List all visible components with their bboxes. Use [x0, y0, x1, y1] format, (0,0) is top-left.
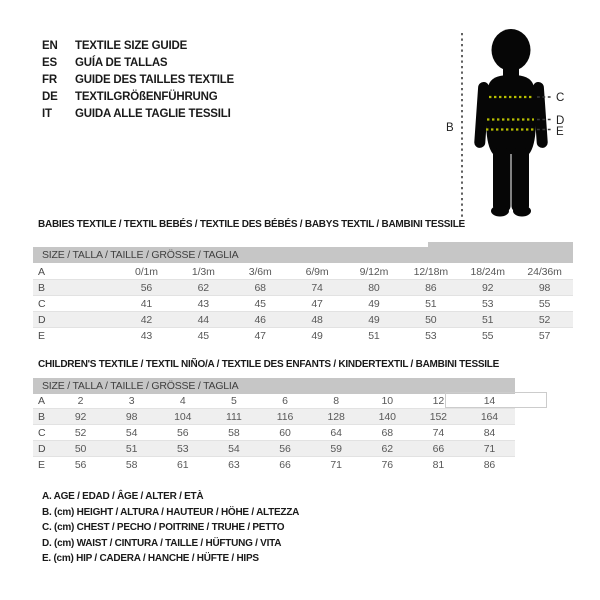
table-row [33, 441, 515, 457]
language-row [42, 89, 234, 106]
row-label: A [38, 265, 45, 278]
table-cell: 24/36m [527, 265, 562, 278]
table-cell: 92 [481, 281, 494, 294]
table-cell: 152 [429, 410, 447, 423]
table-cell: 53 [425, 329, 437, 342]
table-cell: 12/18m [413, 265, 449, 278]
table-row [33, 312, 573, 328]
table-cell: 3/6m [248, 265, 272, 278]
table-cell: 44 [197, 313, 210, 326]
table-row [33, 457, 515, 473]
table-cell: 5 [231, 394, 237, 407]
babies-section-title: BABIES TEXTILE / TEXTIL BEBÉS / TEXTILE DES BÉBÉS / BABYS TEXTIL / BAMBINI TESSILE [38, 219, 465, 230]
table-cell: 68 [254, 281, 266, 294]
table-cell: 55 [481, 329, 494, 342]
table-row [33, 264, 573, 280]
table-cell: 10 [381, 394, 393, 407]
table-cell: 61 [177, 458, 189, 471]
table-cell: 14 [483, 394, 496, 407]
table-cell: 3 [128, 394, 135, 407]
table-cell: 98 [125, 410, 138, 423]
table-cell: 71 [483, 442, 496, 455]
table-cell: 45 [254, 297, 266, 310]
table-cell: 81 [432, 458, 445, 471]
table-cell: 51 [368, 329, 380, 342]
language-code: EN [42, 40, 58, 52]
table-cell: 66 [279, 458, 291, 471]
table-cell: 9/12m [359, 265, 389, 278]
table-cell: 0/1m [134, 265, 158, 278]
child-silhouette [474, 29, 548, 217]
language-code: ES [42, 57, 57, 69]
guide-title: TEXTILGRÖßENFÜHRUNG [75, 91, 218, 103]
table-cell: 45 [197, 329, 210, 342]
language-title-list [42, 38, 234, 123]
language-row [42, 38, 234, 55]
guide-title: GUIDE DES TAILLES TEXTILE [75, 74, 234, 86]
table-cell: 63 [228, 458, 240, 471]
babies-size-header-label: SIZE / TALLA / TAILLE / GRÖSSE / TAGLIA [42, 249, 239, 261]
children-size-table [33, 393, 515, 472]
table-cell: 60 [279, 426, 291, 439]
table-cell: 51 [125, 442, 138, 455]
row-label: B [38, 281, 45, 294]
table-cell: 140 [378, 410, 396, 423]
row-label: D [38, 442, 46, 455]
table-cell: 6/9m [305, 265, 329, 278]
measurement-legend [42, 489, 299, 567]
table-cell: 54 [228, 442, 240, 455]
guide-title: GUIDA ALLE TAGLIE TESSILI [75, 108, 231, 120]
table-cell: 56 [74, 458, 87, 471]
language-row [42, 106, 234, 123]
babies-size-table [33, 264, 573, 343]
table-cell: 18/24m [470, 265, 505, 278]
table-cell: 58 [228, 426, 240, 439]
hip-label: E [556, 126, 564, 138]
legend-chest: C. (cm) CHEST / PECHO / POITRINE / TRUHE / PETTO [42, 522, 285, 533]
table-cell: 12 [432, 394, 445, 407]
table-cell: 98 [538, 281, 551, 294]
table-row [33, 393, 515, 409]
table-cell: 4 [179, 394, 186, 407]
table-cell: 68 [381, 426, 393, 439]
legend-hip: E. (cm) HIP / CADERA / HANCHE / HÜFTE / HIPS [42, 553, 259, 564]
table-cell: 55 [538, 297, 551, 310]
table-cell: 8 [333, 394, 339, 407]
chest-label: C [556, 92, 565, 104]
table-cell: 49 [368, 313, 380, 326]
guide-title: TEXTILE SIZE GUIDE [75, 40, 188, 52]
table-cell: 51 [481, 313, 494, 326]
table-cell: 52 [538, 313, 551, 326]
legend-age: A. AGE / EDAD / ÂGE / ALTER / ETÀ [42, 491, 204, 502]
guide-title: GUÍA DE TALLAS [75, 57, 168, 69]
children-size-header-bar [33, 378, 515, 394]
legend-waist: D. (cm) WAIST / CINTURA / TAILLE / HÜFTUNG / VITA [42, 537, 282, 549]
language-row [42, 72, 234, 89]
row-label: A [38, 394, 45, 407]
table-cell: 50 [74, 442, 87, 455]
table-cell: 53 [177, 442, 189, 455]
table-cell: 54 [125, 426, 138, 439]
language-code: DE [42, 91, 58, 103]
table-cell: 43 [140, 329, 153, 342]
table-cell: 46 [254, 313, 266, 326]
table-cell: 52 [74, 426, 87, 439]
table-cell: 43 [197, 297, 210, 310]
children-size-highlight-box [445, 392, 547, 408]
table-cell: 47 [311, 297, 323, 310]
table-cell: 51 [425, 297, 437, 310]
table-cell: 92 [74, 410, 87, 423]
table-cell: 111 [226, 410, 242, 423]
table-cell: 74 [432, 426, 445, 439]
table-cell: 47 [254, 329, 266, 342]
table-cell: 164 [480, 410, 499, 423]
table-cell: 56 [140, 281, 153, 294]
row-label: D [38, 313, 46, 326]
row-label: E [38, 329, 45, 342]
table-cell: 57 [538, 329, 551, 342]
table-row [33, 409, 515, 425]
table-cell: 84 [483, 426, 496, 439]
children-section-title: CHILDREN'S TEXTILE / TEXTIL NIÑO/A / TEXTILE DES ENFANTS / KINDERTEXTIL / BAMBINI TESSILE [38, 359, 500, 370]
table-cell: 128 [327, 410, 345, 423]
language-code: IT [42, 108, 52, 120]
height-label: B [446, 122, 454, 134]
table-cell: 1/3m [191, 265, 215, 278]
table-cell: 41 [140, 297, 153, 310]
table-row [33, 280, 573, 296]
table-row [33, 296, 573, 312]
row-label: C [38, 426, 46, 439]
waist-label: D [556, 115, 565, 127]
table-cell: 62 [197, 281, 210, 294]
table-cell: 56 [279, 442, 291, 455]
table-cell: 104 [174, 410, 192, 423]
legend-height: B. (cm) HEIGHT / ALTURA / HAUTEUR / HÖHE / ALTEZZA [42, 506, 300, 518]
table-cell: 64 [330, 426, 342, 439]
child-measurement-figure [438, 25, 578, 228]
table-cell: 56 [177, 426, 189, 439]
table-cell: 42 [140, 313, 153, 326]
table-cell: 50 [425, 313, 437, 326]
table-cell: 86 [425, 281, 437, 294]
table-cell: 116 [276, 410, 294, 423]
table-cell: 86 [483, 458, 496, 471]
table-cell: 62 [381, 442, 393, 455]
table-cell: 80 [368, 281, 380, 294]
table-cell: 6 [282, 394, 288, 407]
row-label: B [38, 410, 45, 423]
table-cell: 48 [311, 313, 323, 326]
children-size-header-label: SIZE / TALLA / TAILLE / GRÖSSE / TAGLIA [42, 380, 239, 392]
babies-size-header-bar [33, 247, 573, 263]
table-cell: 71 [330, 458, 342, 471]
table-cell: 59 [330, 442, 342, 455]
table-cell: 76 [381, 458, 393, 471]
table-cell: 74 [311, 281, 323, 294]
row-label: E [38, 458, 45, 471]
table-cell: 53 [481, 297, 494, 310]
table-row [33, 328, 573, 344]
table-row [33, 425, 515, 441]
table-cell: 49 [368, 297, 380, 310]
language-code: FR [42, 74, 57, 86]
row-label: C [38, 297, 46, 310]
table-cell: 2 [77, 394, 84, 407]
table-cell: 58 [125, 458, 138, 471]
language-row [42, 55, 234, 72]
table-cell: 66 [432, 442, 445, 455]
table-cell: 49 [311, 329, 323, 342]
